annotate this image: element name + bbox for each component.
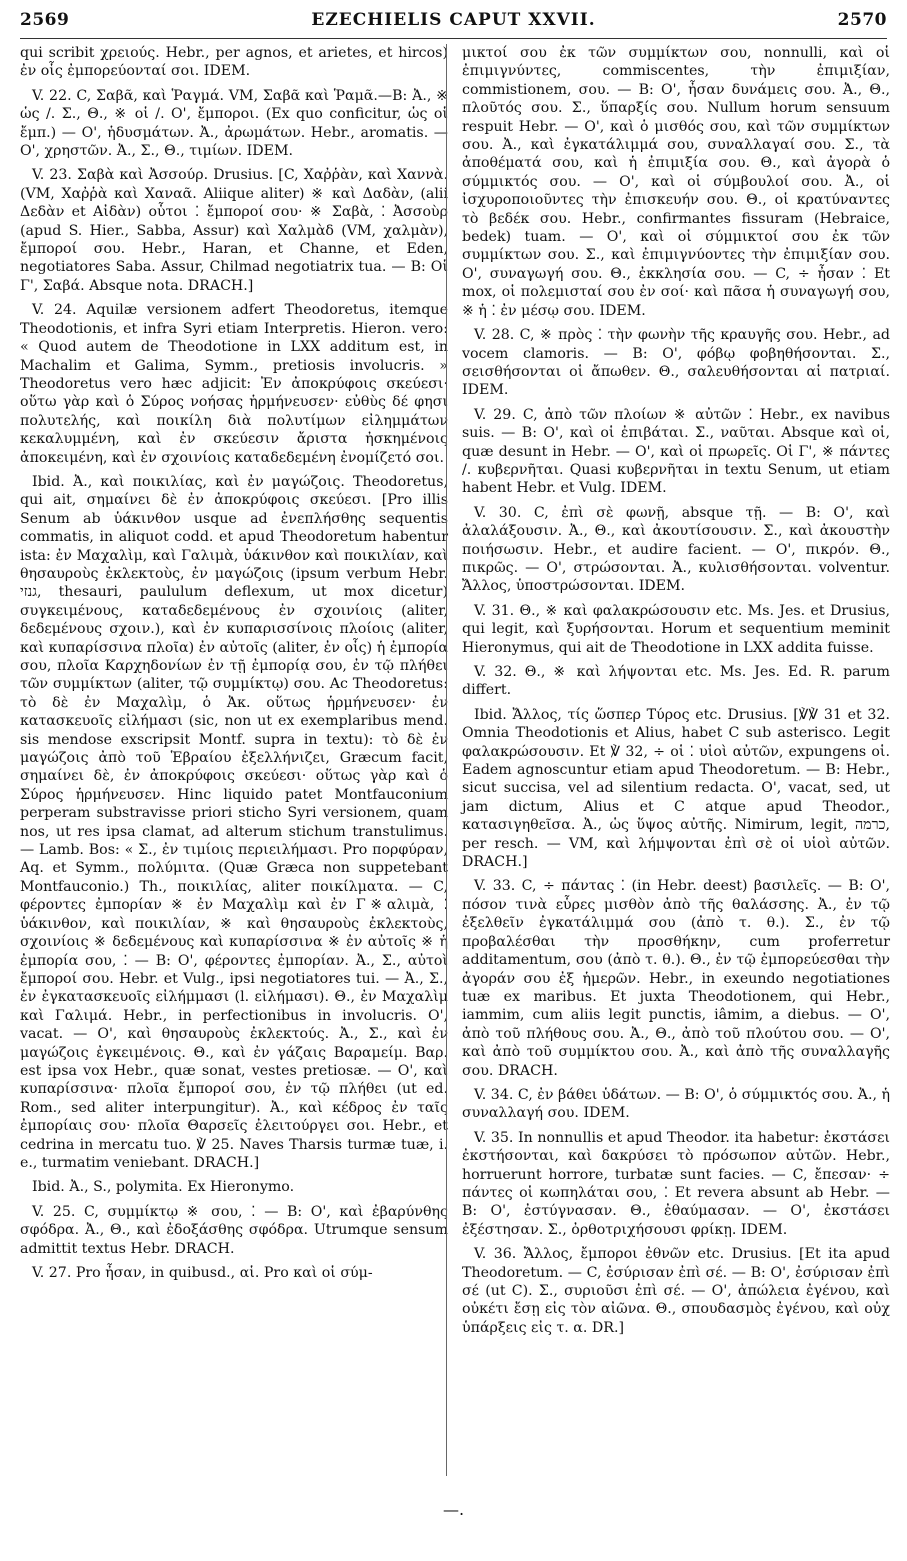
column-divider [446,44,447,1476]
paragraph: V. 25. C, συμμίκτῳ ※ σου, ⁚ — B: O', καὶ ἐβαρύνθης σφόδρα. Ἀ., Θ., καὶ ἐδοξάσθης σφόδρα. Utrumque sensum admittit textus Hebr. DRACH. [20,1203,448,1257]
paragraph: V. 24. Aquilæ versionem adfert Theodoretus, itemque Theodotionis, et infra Syri etiam Interpretis. Hieron. vero: « Quod autem de Theodotione in LXX additum est, in Machalim et Galima, Symm., pretiosis involucris. » Theodoretus vero hæc adjicit: Ἐν ἀποκρύφοις σκεύεσι· οὕτω γὰρ καὶ ὁ Σύρος νοήσας ἡρμήνευσεν· εὐθὺς δέ φησι πολυτελής, καὶ ποικίλη διὰ πολυτίμων εἰλημμάτων κεκαλυμμένη, καὶ ἐν σκεύεσιν ἄριστα ἠσκημένοις ἀποκειμένη, καὶ ἐν σχοινίοις καταδεδεμένη ἐνομίζετό σοι. [20,302,448,466]
paragraph: V. 30. C, ἐπὶ σὲ φωνῇ, absque τῇ. — B: O', καὶ ἀλαλάξουσιν. Ἀ., Θ., καὶ ἀκουτίσουσιν. Σ., καὶ ἀκουστὴν ποιήσωσιν. Hebr., et audire facient. — O', πικρόν. Θ., πικρῶς. — O', στρώσονται. Ἀ., κυλισθήσονται. volventur. Ἄλλος, ὑποστρώσονται. IDEM. [462,504,890,595]
paragraph: V. 33. C, ÷ πάντας ⁚ (in Hebr. deest) βασιλεῖς. — B: O', πόσον τινὰ εὗρες μισθὸν ἀπὸ τῆς θαλάσσης. Ἀ., ἐν τῷ ἐξελθεῖν ἐγκατάλιμμά σου (ἀπὸ τ. θ.). Σ., ἐν τῷ προβαλέσθαι τὴν προσθήκην, cum proferretur additamentum, σου (ἀπὸ τ. θ.). Θ., ἐν τῷ ἐμπορεύεσθαι τὴν ἀγοράν σου ἐξ ἡμερῶν. Hebr., in exeundo negotiationes tuæ ex maribus. Et juxta Theodotionem, qui Hebr., iammim, cum aliis legit punctis, iâmim, a diebus. — O', ἀπὸ τοῦ πλήθους σου. Ἀ., Θ., ἀπὸ τοῦ πλούτου σου. — O', καὶ ἀπὸ τοῦ συμμίκτου σου. Ἀ., καὶ ἀπὸ τῆς συναλλαγῆς σου. DRACH. [462,878,890,1079]
paragraph: V. 34. C, ἐν βάθει ὑδάτων. — B: O', ὁ σύμμικτός σου. Ἀ., ἡ συναλλαγή σου. IDEM. [462,1086,890,1122]
paragraph: V. 23. Σαβὰ καὶ Ἀσσούρ. Drusius. [C, Χαῤῥὰν, καὶ Χαννὰ. (VM, Χαῤῥὰ καὶ Χαναᾶ. Aliique aliter) ※ καὶ Δαδὰν, (alii Δεδὰν et Αἰδὰν) οὗτοι ⁚ ἔμποροί σου· ※ Σαβὰ, ⁚ Ἀσσοὺρ (apud S. Hier., Sabba, Assur) καὶ Χαλμὰδ (VM, χαλμὰν), ἔμποροί σου. Hebr., Haran, et Channe, et Eden, negotiatores Saba. Assur, Chilmad negotiatrix tua. — B: Οἱ Γ', Σαβά. Absque nota. DRACH.] [20,167,448,294]
paragraph: V. 28. C, ※ πρὸς ⁚ τὴν φωνὴν τῆς κραυγῆς σου. Hebr., ad vocem clamoris. — B: O', φόβῳ φοβηθήσονται. Σ., σεισθήσονται οἱ ἄπωθεν. Θ., σαλευθήσονται αἱ πατριαί. IDEM. [462,327,890,399]
paragraph: Ibid. Ἀ., καὶ ποικιλίας, καὶ ἐν μαγώζοις. Theodoretus, qui ait, σημαίνει δὲ ἐν ἀποκρύφοις σκεύεσι. [Pro illis Senum ab ὑάκινθον usque ad ἐνεπλήσθης sequentis commatis, in aliquot codd. et apud Theodoretum habentur ista: ἐν Μαχαλὶμ, καὶ Γαλιμὰ, ὑάκινθον καὶ ποικιλίαν, καὶ θησαυροὺς ἐκλεκτοὺς, ἐν μαγώζοις (ipsum verbum Hebr. גנזי, thesauri, paululum deflexum, ut mox dicetur) συγκειμένους, καταδεδεμένους ἐν σχοινίοις (aliter, δεδεμένους σχοιν.), καὶ ἐν κυπαρισσίνοις πλοίοις (aliter, καὶ κυπαρίσσινα πλοῖα) ἐν αὐτοῖς (aliter, ἐν οἷς) ἡ ἐμπορία σου, πλοῖα Καρχηδονίων ἐν τῇ ἐμπορίᾳ σου, ἐν τῷ πλήθει τῶν συμμίκτων (aliter, τῷ συμμίκτῳ) σου. Ac Theodoretus: τὸ δὲ ἐν Μαχαλὶμ, ὁ Ἀκ. οὕτως ἡρμήνευσεν· ἐν κατασκευοῖς εἰλήμασι (sic, non ut ex exemplaribus mend. sis mendose exscripsit Montf. supra in textu): τὸ δὲ ἐν μαγώζοις ἀπὸ τοῦ Ἑβραίου ἐξελλήνιζει, Græcum facit, σημαίνει δὲ, ἐν ἀποκρύφοις σκεύεσι· οὕτως γὰρ καὶ ὁ Σύρος ἡρμήνευσεν. Hinc liquido patet Montfauconium perperam substravisse priori sticho Syri versionem, quam nos, ut res ipsa clamat, ad alterum stichum transtulimus. — Lamb. Bos: « Σ., ἐν τιμίοις περιειλήμασι. Pro πορφύραν, Aq. et Symm., πολύμιτα. (Quæ Græca non suppetebant Montfauconio.) Th., ποικιλίας, aliter ποικίλματα. — C, φέροντες ἐμπορίαν ※ ἐν Μαχαλὶμ καὶ ἐν Γ※αλιμὰ, ⁚ ὑάκινθον, καὶ ποικιλίαν, ※ καὶ θησαυροὺς ἐκλεκτοὺς, σχοινίοις ※ δεδεμένους καὶ κυπαρίσσινα ※ ἐν αὐτοῖς ※ ἡ ἐμπορία σου, ⁚ — B: O', φέροντες ἐμπορίαν. Ἀ., Σ., αὐτοὶ ἔμποροί σου. Hebr. et Vulg., ipsi negotiatores tui. — Ἀ., Σ., ἐν ἐγκατασκευοῖς εἰλήμμασι (l. εἰλήμασι). Θ., ἐν Μαχαλὶμ καὶ Γαλιμά. Hebr., in perfectionibus in involucris. O', vacat. — O', καὶ θησαυροὺς ἐκλεκτούς. Ἀ., Σ., καὶ ἐν μαγώζοις ἐγκειμένοις. Θ., καὶ ἐν γάζαις Βαραμείμ. Βαρ. est ipsa vox Hebr., quæ sonat, vestes pretiosæ. — O', καὶ κυπαρίσσινα· πλοῖα ἔμποροί σου, ἐν τῷ πλήθει (ut ed. Rom., sed aliter interpungitur). Ἀ., καὶ κέδρος ἐν ταῖς ἐμπορίαις σου· πλοῖα Θαρσεῖς ἐλειτούργει σοι. Hebr., et cedrina in mercatu tuo. ℣ 25. Naves Tharsis turmæ tuæ, i. e., turmatim veniebant. DRACH.] [20,473,448,1171]
header-rule [20,38,887,39]
paragraph: V. 27. Pro ἦσαν, in quibusd., αἱ. Pro καὶ οἱ σύμ- [32,1265,373,1281]
running-title: EZECHIELIS CAPUT XXVII. [311,10,596,30]
paragraph: V. 29. C, ἀπὸ τῶν πλοίων ※ αὐτῶν ⁚ Hebr., ex navibus suis. — B: O', καὶ οἱ ἐπιβάται. Σ., ναῦται. Absque καὶ οἱ, quæ desunt in Hebr. — O', καὶ οἱ πρωρεῖς. Οἱ Γ', ※ πάντες /. κυβερνῆται. Quasi κυβερνῆται in textu Senum, ut etiam habent Hebr. et Vulg. IDEM. [462,406,890,497]
paragraph: V. 31. Θ., ※ καὶ φαλακρώσουσιν etc. Ms. Jes. et Drusius, qui legit, καὶ ξυρήσονται. Horum et sequentium meminit Hieronymus, qui ait de Theodotione in LXX addita fuisse. [462,602,890,656]
right-page-number: 2570 [837,10,887,30]
paragraph: V. 35. In nonnullis et apud Theodor. ita habetur: ἐκστάσει ἐκστήσονται, καὶ δακρύσει τὸ πρόσωπον αὐτῶν. Hebr., horruerunt horrore, turbatæ sunt facies. — C, ἔπεσαν· ÷ πάντες οἱ κωπηλάται σου, ⁚ Et revera absunt ab Hebr. — B: O', ἐστύγνασαν. Θ., ἐθαύμασαν. — O', ἐκστάσει ἐξέστησαν. Σ., ὀρθοτριχήσουσι φρίκῃ. IDEM. [462,1129,890,1238]
paragraph: V. 32. Θ., ※ καὶ λήψονται etc. Ms. Jes. Ed. R. parum differt. [462,664,890,699]
paragraph: V. 22. C, Σαβᾶ, καὶ Ῥαγμά. VM, Σαβᾶ καὶ Ῥαμᾶ.—B: Ἀ., ※ ὡς /. Σ., Θ., ※ οἱ /. O', ἔμποροι. (Ex quo conficitur, ὡς οἱ ἔμπ.) — O', ἡδυσμάτων. Ἀ., ἀρωμάτων. Hebr., aromatis. — O', χρηστῶν. Ἀ., Σ., Θ., τιμίων. IDEM. [20,87,448,160]
page-footer-mark: —. [442,1500,465,1519]
left-column [20,44,448,1288]
right-column [462,44,890,1343]
paragraph: Ibid. Ἀ., S., polymita. Ex Hieronymo. [32,1179,295,1196]
paragraph: V. 36. Ἄλλος, ἔμποροι ἐθνῶν etc. Drusius. [Et ita apud Theodoretum. — C, ἐσύρισαν ἐπὶ σέ. — B: O', ἐσύρισαν ἐπὶ σέ (ut C). Σ., συριοῦσι ἐπὶ σέ. — O', ἀπώλεια ἐγένου, καὶ οὐκέτι ἔσῃ εἰς τὸν αἰῶνα. Θ., σπουδασμὸς ἐγένου, καὶ οὐχ ὑπάρξεις εἰς τ. α. DR.] [462,1246,890,1336]
paragraph: qui scribit χρειούς. Hebr., per agnos, et arietes, et hircos) ἐν οἷς ἐμπορεύονταί σοι. IDEM. [20,45,448,80]
paragraph: μικτοί σου ἐκ τῶν συμμίκτων σου, nonnulli, καὶ οἱ ἐπιμιγνύντες, commiscentes, τὴν ἐπιμιξίαν, commistionem, σου. — B: O', ἦσαν δυνάμεις σου. Ἀ., Θ., πλοῦτός σου. Σ., ὕπαρξίς σου. Nullum horum sensuum respuit Hebr. — O', καὶ ὁ μισθός σου, καὶ τῶν συμμίκτων σου. Ἀ., καὶ ἐγκατάλιμμά σου, συναλλαγαί σου. Σ., τὰ ἀποθέματά σου, καὶ ἡ ἐπιμιξία σου. Θ., καὶ ἀγορὰ ὁ σύμμικτός σου. — O', καὶ οἱ σύμβουλοί σου. Ἀ., οἱ ἰσχυροποιοῦντες τὴν ἐπισκευήν σου. Θ., οἱ κρατύναντες τὸ βεδέκ σου. Hebr., confirmantes fissuram (Hebraice, bedek) tuam. — O', καὶ οἱ σύμμικτοί σου ἐκ τῶν συμμίκτων σου. Σ., καὶ ἐπιμιγνύοντες τὴν ἐπιμιξίαν σου. O', συναγωγή σου. Θ., ἐκκλησία σου. — C, ÷ ἦσαν ⁚ Et mox, οἱ πολεμισταί σου ἐν σοί· καὶ πᾶσα ἡ συναγωγή σου, ※ ἡ ⁚ ἐν μέσῳ σου. IDEM. [462,45,890,319]
page-header [20,6,887,34]
paragraph: Ibid. Ἄλλος, τίς ὥσπερ Τύρος etc. Drusius. [℣℣ 31 et 32. Omnia Theodotionis et Alius, habet C sub asterisco. Legit φαλακρώσουσιν. Et ℣ 32, ÷ οἱ ⁚ υἱοὶ αὐτῶν, expungens οἱ. Eadem agnoscuntur etiam apud Theodoretum. — B: Hebr., sicut succisa, vel ad silentium redacta. O', vacat, sed, ut jam dictum, Alius et C atque apud Theodor., κατασιγηθεῖσα. Ἀ., ὡς ὕψος αὐτῆς. Nimirum, legit, כרמה, per resch. — VM, καὶ λήμψονται ἐπὶ σὲ οἱ υἱοὶ αὐτῶν. DRACH.] [462,706,890,871]
left-page-number: 2569 [20,10,70,30]
